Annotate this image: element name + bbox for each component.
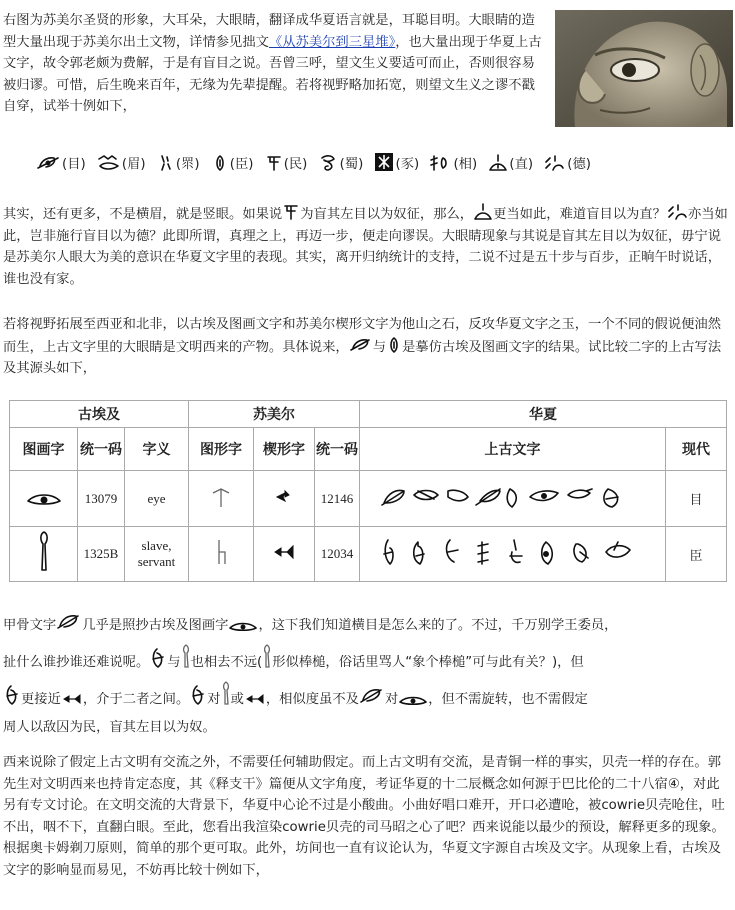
- group-header: 古埃及: [10, 401, 189, 428]
- vertical-eye-glyph-icon: [149, 647, 167, 669]
- straight-eye-glyph-icon: [487, 154, 509, 172]
- tree-eye-glyph-icon: [429, 154, 453, 172]
- glyph-example: (臣): [210, 153, 254, 172]
- de-glyph-icon: [666, 203, 688, 221]
- vertical-eye-glyph-icon: [3, 684, 21, 706]
- column-header: 图画字: [10, 428, 78, 471]
- glyph-example: (德): [543, 153, 591, 172]
- straight-eye-glyph-icon: [473, 203, 493, 221]
- glyph-example: (民): [264, 153, 308, 172]
- egyptian-servant-hieroglyph: [262, 643, 272, 669]
- intro-paragraph: [3, 10, 547, 118]
- ancient-eye-forms: [360, 471, 666, 527]
- shu-glyph-icon: [318, 154, 340, 172]
- cuneiform-servant: [61, 692, 83, 706]
- eye-glyph-icon: [56, 612, 82, 632]
- cuneiform-servant: [244, 692, 266, 706]
- eye-glyph-icon: [36, 154, 62, 172]
- group-header: 华夏: [360, 401, 727, 428]
- table-row: 13079 eye 12146 目: [10, 471, 727, 527]
- paragraph-4: 甲骨文字 几乎是照抄古埃及图画字 ，这下我们知道横目是怎么来的了。不过，千万别学王委员， 扯什么谁抄谁还难说呢。 与 也相去不远( 形似棒槌，俗话里骂人“象个棒槌”可与此有关？)，但 更接近 ，介于二者之间。 对 或 ，相似度虽不及 对 ，但不需旋转，也不需假定 周人以敌囚为民，盲其左目以为奴。: [3, 608, 731, 738]
- de-glyph-icon: [543, 154, 567, 172]
- column-header: 统一码: [78, 428, 125, 471]
- glyph-examples-row: [36, 152, 731, 172]
- pierced-eye-glyph-icon: [282, 203, 300, 221]
- glyph-example: (豕): [374, 152, 420, 172]
- glyph-example: (蜀): [318, 153, 364, 172]
- egyptian-servant-hieroglyph: [10, 527, 78, 582]
- cuneiform-eye: [254, 471, 315, 527]
- article-link[interactable]: 《从苏美尔到三星堆》: [268, 34, 396, 50]
- egyptian-eye-hieroglyph: [10, 471, 78, 527]
- group-header: 苏美尔: [189, 401, 360, 428]
- column-header: 现代: [666, 428, 727, 471]
- egyptian-servant-hieroglyph: [181, 643, 191, 669]
- column-header: 统一码: [315, 428, 360, 471]
- column-header: 上古文字: [360, 428, 666, 471]
- egyptian-servant-hieroglyph: [221, 680, 231, 706]
- eye-glyph-icon: [349, 336, 373, 354]
- vertical-eye-glyph-icon: [386, 336, 402, 354]
- column-header: 图形字: [189, 428, 254, 471]
- glyph-example: (眉): [96, 153, 146, 172]
- comparison-table: [9, 400, 727, 582]
- column-header: 楔形字: [254, 428, 315, 471]
- paragraph-3: 若将视野拓展至西亚和北非，以古埃及图画文字和苏美尔楔形文字为他山之石，反攻华夏文字之玉，一个不同的假说便油然而生，上古文字里的大眼睛是文明西来的产物。具体说来， 与 是摹仿古埃及图画文字的结果。试比较二字的上古写法及其源头如下，: [3, 317, 722, 376]
- sumerian-pictograph-servant: [189, 527, 254, 582]
- sumerian-sage-photo: [555, 10, 733, 127]
- boxed-glyph-icon: [374, 152, 396, 172]
- sumerian-pictograph-eye: [189, 471, 254, 527]
- egyptian-eye-hieroglyph: [398, 692, 428, 706]
- glyph-example: (目): [36, 153, 86, 172]
- intro-text-1: 右图为苏美尔圣贤的形象，大耳朵，大眼睛，翻译成华夏语言就是，耳聪目明。大眼睛的造型大量出现于苏美尔出土文物，详情参见拙文: [3, 13, 535, 50]
- tear-eye-glyph-icon: [156, 154, 176, 172]
- intro-text-2: ，也大量出现于华夏上古文字，故令郭老颇为费解，于是有盲目之说。吾曾三呼，望文生义要适可而止，否则很容易被归谬。可惜，后生晚来百年，无缘为先辈提醒。若将视野略加拓宽，则望文生义之谬不戳自穿，试举十例如下，: [3, 34, 542, 114]
- vertical-eye-glyph-icon: [210, 154, 230, 172]
- ancient-servant-forms: [360, 527, 666, 582]
- glyph-example: (直): [487, 153, 533, 172]
- egyptian-eye-hieroglyph: [228, 618, 258, 632]
- paragraph-2: 其实，还有更多，不是横眉，就是竖眼。如果说 为盲其左目以为奴征，那么， 更当如此，难道盲目以为直？ 亦当如此，岂非施行盲目以为德？此即所谓，真理之上，再迈一步，便走向谬误。大眼睛现象与其说是盲其左目以为奴征，毋宁说是苏美尔人眼大为美的意识在华夏文字里的表现。其实，离开归纳统计的支持，二说不过是五十步与百步，正晌午时说话，谁也没有家。: [3, 203, 731, 290]
- glyph-example: (眔): [156, 153, 200, 172]
- glyph-example: (相): [429, 153, 477, 172]
- pierced-eye-glyph-icon: [264, 154, 284, 172]
- eye-glyph-icon: [359, 686, 385, 706]
- column-header: 字义: [125, 428, 189, 471]
- brow-glyph-icon: [96, 154, 122, 172]
- cuneiform-servant: [254, 527, 315, 582]
- vertical-eye-glyph-icon: [189, 684, 207, 706]
- paragraph-5: 西来说除了假定上古文明有交流之外，不需要任何辅助假定。而上古文明有交流，是青铜一样的事实，贝壳一样的存在。郭先生对文明西来也持肯定态度，其《释支干》篇便从文字角度，考证华夏的十二辰概念如何源于巴比伦的二十八宿④，对此另有专文讨论。在文明交流的大背景下，华夏中心论不过是小酸曲。小曲好唱口难开，开口必遭呛，被cowrie贝壳呛住，吐不出，咽不下，直翻白眼。至此，您看出我渲染cowrie贝壳的司马昭之心了吧？西来说能以最少的预设，解释更多的现象。根据奥卡姆剃刀原则，简单的那个更可取。此外，坊间也一直有议论认为，华夏文字源自古埃及文字。从现象上看，古埃及文字的影响显而易见，不妨再比较十例如下，: [3, 755, 725, 878]
- table-row: 1325B slave, servant 12034 臣: [10, 527, 727, 582]
